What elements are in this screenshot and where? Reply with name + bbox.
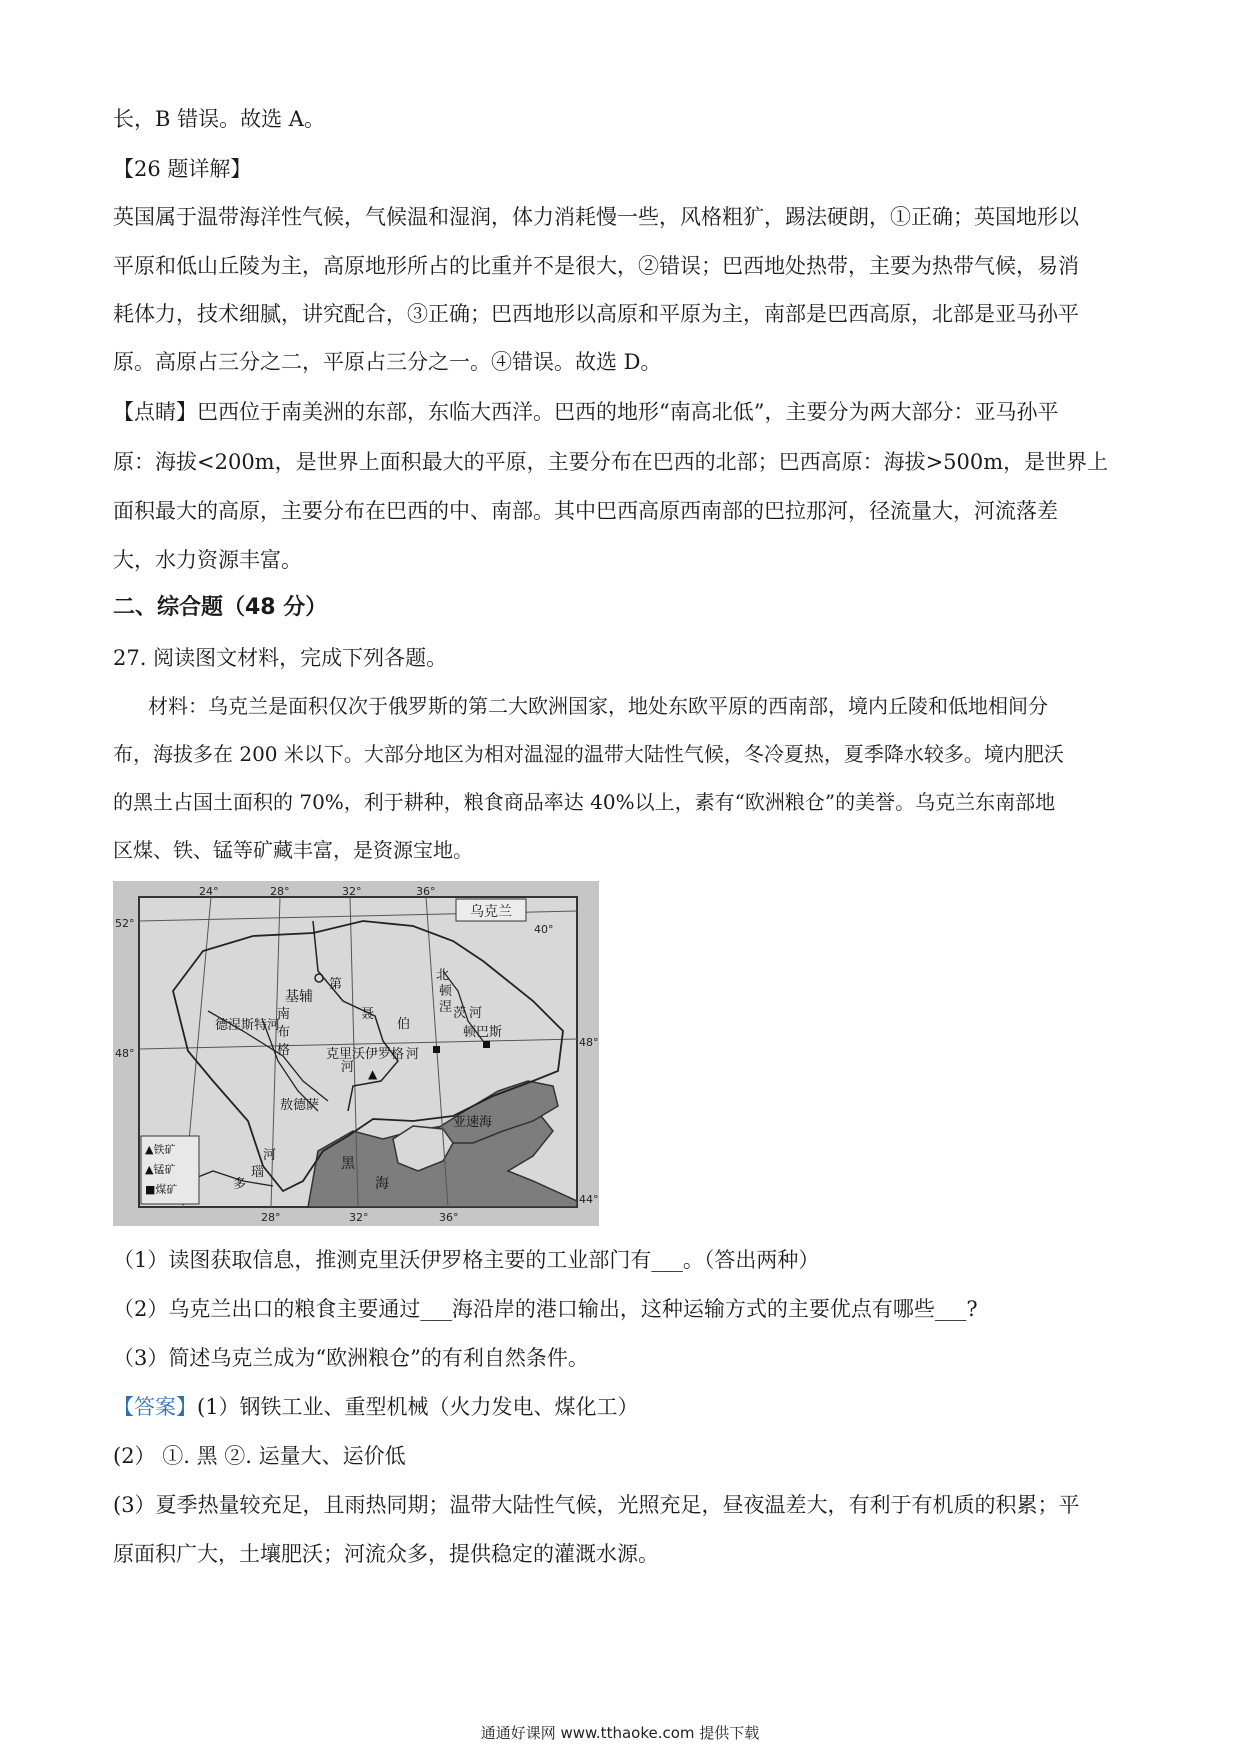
material-line: 布，海拔多在 200 米以下。大部分地区为相对温湿的温带大陆性气候，冬冷夏热，夏季降水较多。境内肥沃 [113, 742, 1064, 766]
river-char: 河 [263, 1148, 277, 1163]
city-label: 顿巴斯 [463, 1025, 503, 1040]
sea-char: 海 [375, 1176, 389, 1192]
river-char: 涅 [439, 1000, 453, 1015]
coal-mine-icon [483, 1041, 490, 1048]
legend-item: ▲铁矿 [145, 1143, 176, 1156]
river-char: 河 [406, 1047, 420, 1062]
legend-item: ▲锰矿 [145, 1163, 176, 1176]
material-line: 区煤、铁、锰等矿藏丰富，是资源宝地。 [113, 838, 473, 862]
answer-line-1 [113, 1391, 1133, 1423]
lon-label: 36° [439, 1211, 459, 1224]
sub-question: （2）乌克兰出口的粮食主要通过___海沿岸的港口输出，这种运输方式的主要优点有哪些___? [113, 1297, 978, 1321]
prev-answer-tail: 长，B 错误。故选 A。 [113, 107, 325, 131]
sub-question: （1）读图获取信息，推测克里沃伊罗格主要的工业部门有___。（答出两种） [113, 1248, 820, 1272]
iron-mine-icon: ▲ [368, 1067, 378, 1081]
tip-line: 【点睛】巴西位于南美洲的东部，东临大西洋。巴西的地形“南高北低”，主要分为两大部分：亚马孙平 [113, 400, 1059, 424]
city-label: 敖德萨 [280, 1098, 320, 1113]
answer-label: 【答案】 [113, 1395, 197, 1419]
river-char: 布 [277, 1025, 291, 1040]
river-char: 瑙 [251, 1165, 265, 1180]
river-char: 顿 [439, 984, 453, 999]
answer-line: (3）夏季热量较充足，且雨热同期；温带大陆性气候，光照充足，昼夜温差大，有利于有机质的积累；平 [113, 1493, 1080, 1517]
tip-line: 大，水力资源丰富。 [113, 548, 302, 572]
river-char: 河 [341, 1060, 355, 1075]
lon-label: 28° [270, 885, 290, 898]
material-line: 的黑土占国土面积的 70%，利于耕种，粮食商品率达 40%以上，素有“欧洲粮仓”的美誉。乌克兰东南部地 [113, 790, 1056, 814]
river-char: 北 [436, 968, 450, 983]
answer-line: 原面积广大，土壤肥沃；河流众多，提供稳定的灌溉水源。 [113, 1542, 659, 1566]
ukraine-map-graphic [113, 881, 599, 1226]
river-char: 格 [277, 1043, 291, 1058]
lat-label: 48° [579, 1036, 599, 1049]
lon-label: 24° [199, 885, 219, 898]
city-label: 基辅 [285, 989, 313, 1005]
tip-line: 面积最大的高原，主要分布在巴西的中、南部。其中巴西高原西南部的巴拉那河，径流量大，河流落差 [113, 499, 1058, 523]
city-label: 克里沃伊罗格 [326, 1047, 405, 1062]
river-char: 河 [469, 1006, 483, 1021]
explanation-line: 平原和低山丘陵为主，高原地形所占的比重并不是很大，②错误；巴西地处热带，主要为热带气候，易消 [113, 254, 1079, 278]
river-char: 第 [329, 977, 343, 992]
tip-line: 原：海拔<200m，是世界上面积最大的平原，主要分布在巴西的北部；巴西高原：海拔>500m，是世界上 [113, 450, 1109, 474]
river-char: 聂 [361, 1007, 375, 1022]
sea-char: 黑 [341, 1156, 355, 1172]
ukraine-map [113, 881, 599, 1226]
map-title: 乌克兰 [470, 904, 512, 920]
river-char: 伯 [397, 1017, 411, 1032]
question-27-stem: 27. 阅读图文材料，完成下列各题。 [113, 646, 448, 670]
material-line: 材料：乌克兰是面积仅次于俄罗斯的第二大欧洲国家，地处东欧平原的西南部，境内丘陵和低地相间分 [148, 694, 1048, 718]
lon-label: 32° [342, 885, 362, 898]
lon-label: 36° [416, 885, 436, 898]
answer-text: (1）钢铁工业、重型机械（火力发电、煤化工） [197, 1395, 639, 1419]
lon-label: 28° [261, 1211, 281, 1224]
lat-label: 48° [115, 1047, 135, 1060]
explanation-line: 英国属于温带海洋性气候，气候温和湿润，体力消耗慢一些，风格粗犷，踢法硬朗，①正确；英国地形以 [113, 205, 1079, 229]
river-char: 南 [277, 1007, 291, 1022]
answer-line: (2） ①. 黑 ②. 运量大、运价低 [113, 1444, 406, 1468]
lat-label: 52° [115, 917, 135, 930]
river-char: 多 [233, 1177, 247, 1192]
lat-label: 44° [579, 1193, 599, 1206]
coal-mine-icon [433, 1046, 440, 1053]
page-footer: 通通好课网 www.tthaoke.com 提供下载 [480, 1724, 760, 1742]
explanation-title: 【26 题详解】 [113, 157, 252, 181]
river-char: 茨 [453, 1006, 467, 1021]
explanation-line: 原。高原占三分之二，平原占三分之一。④错误。故选 D。 [113, 350, 662, 374]
lon-label: 32° [349, 1211, 369, 1224]
legend-item: ■煤矿 [145, 1183, 178, 1196]
explanation-line: 耗体力，技术细腻，讲究配合，③正确；巴西地形以高原和平原为主，南部是巴西高原，北部是亚马孙平 [113, 302, 1079, 326]
sub-question: （3）简述乌克兰成为“欧洲粮仓”的有利自然条件。 [113, 1346, 589, 1370]
section-title: 二、综合题（48 分） [113, 595, 328, 620]
river-label: 德涅斯特河 [215, 1018, 281, 1033]
lat-label: 40° [534, 923, 554, 936]
sea-label: 亚速海 [453, 1115, 493, 1130]
